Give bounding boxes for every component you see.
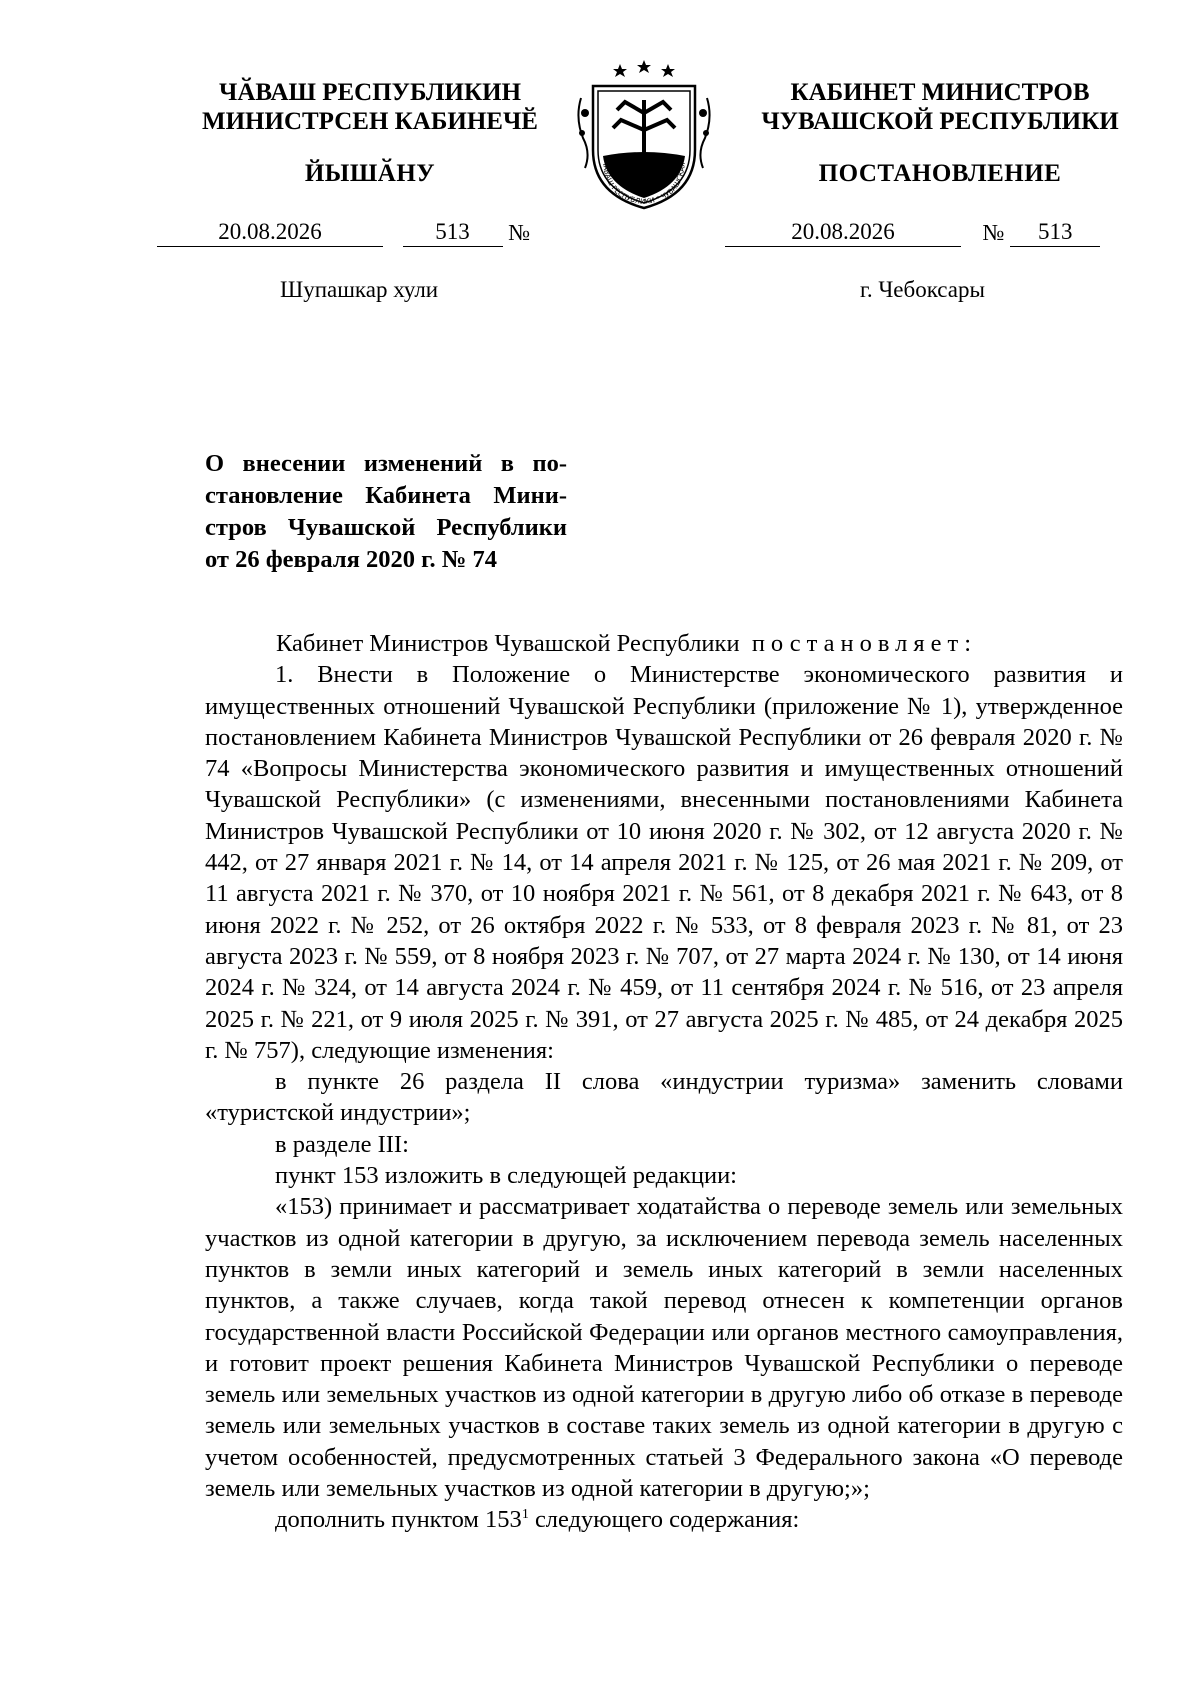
date-right: 20.08.2026: [725, 218, 961, 247]
p6-before: дополнить пунктом 153: [275, 1506, 522, 1534]
intro-paragraph: [205, 628, 1123, 659]
title-line2: становление Кабинета Мини-: [205, 482, 567, 509]
header-right-line1: КАБИНЕТ МИНИСТРОВ: [790, 79, 1090, 106]
number-sign-right: №: [982, 220, 1005, 245]
p6-superscript: 1: [521, 1507, 529, 1523]
title-line1: О внесении изменений в по-: [205, 450, 567, 477]
date-left: 20.08.2026: [157, 218, 383, 247]
doc-type-chuvash: ЙЫШӐНУ: [304, 160, 436, 187]
registration-right: [725, 218, 1100, 248]
header-left-org: [160, 78, 580, 136]
city-chuvash: Шупашкар хули: [280, 277, 439, 302]
registration-left: [157, 218, 530, 248]
document-body: [205, 628, 1123, 1536]
paragraph-4: пункт 153 изложить в следующей редакции:: [275, 1162, 737, 1190]
emblem-icon: [573, 58, 715, 213]
p6-after: следующего содержания:: [528, 1506, 800, 1534]
city-russian: г. Чебоксары: [860, 277, 985, 302]
intro-subject: Кабинет Министров Чувашской Республики: [276, 630, 740, 657]
title-line3: стров Чувашской Республики: [205, 514, 567, 541]
header-right-org: [715, 78, 1165, 136]
emblem-text: ЧӐВАШ РЕСПУБЛИКИ * ЧУВАШСКАЯ: [601, 160, 687, 207]
paragraph-5: «153) принимает и рассматривает ходатайства о переводе земель или земельных участков из одной категории в другую, за исключением перевода земель населенных пунктов в земли иных категорий и земель иных категорий в земли населенных пунктов, а также случаев, когда такой перевод отнесен к компетенции органов государственной власти Российской Федерации или органов местного самоуправления, и готовит проект решения Кабинета Министров Чувашской Республики о переводе земель или земельных участков из одной категории в другую либо об отказе в переводе земель или земельных участков в составе таких земель из одной категории в другую с учетом особенностей, предусмотренных статьей 3 Федерального закона «О переводе земель или земельных участков из одной категории в другую;»;: [205, 1193, 1123, 1503]
intro-verb: постановляет:: [751, 630, 978, 657]
document-title: [205, 448, 567, 576]
number-sign-left: №: [508, 220, 531, 245]
paragraph-2: в пункте 26 раздела II слова «индустрии туризма» заменить словами «туристской индустрии»;: [205, 1068, 1123, 1127]
number-right: 513: [1010, 218, 1100, 247]
paragraph-1: 1. Внести в Положение о Министерстве экономического развития и имущественных отношений Чувашской Республики (приложение № 1), утвержденное постановлением Кабинета Министров Чувашской Республики от 26 февраля 2020 г. № 74 «Вопросы Министерства экономического развития и имущественных отношений Чувашской Республики» (с изменениями, внесенными постановлениями Кабинета Министров Чувашской Республики от 10 июня 2020 г. № 302, от 12 августа 2020 г. № 442, от 27 января 2021 г. № 14, от 14 апреля 2021 г. № 125, от 26 мая 2021 г. № 209, от 11 августа 2021 г. № 370, от 10 ноября 2021 г. № 561, от 8 декабря 2021 г. № 643, от 8 июня 2022 г. № 252, от 26 октября 2022 г. № 533, от 8 февраля 2023 г. № 81, от 23 августа 2023 г. № 559, от 8 ноября 2023 г. № 707, от 27 марта 2024 г. № 130, от 14 июня 2024 г. № 324, от 14 августа 2024 г. № 459, от 11 сентября 2024 г. № 516, от 23 апреля 2025 г. № 221, от 9 июля 2025 г. № 391, от 27 августа 2025 г. № 485, от 24 декабря 2025 г. № 757), следующие изменения:: [205, 661, 1123, 1064]
number-left: 513: [403, 218, 503, 247]
title-line4: от 26 февраля 2020 г. № 74: [205, 546, 497, 573]
paragraph-6: [205, 1504, 1123, 1535]
header-left-line2: МИНИСТРСЕН КАБИНЕЧӖ: [202, 108, 538, 135]
doc-type-russian: ПОСТАНОВЛЕНИЕ: [818, 160, 1062, 187]
header-left-line1: ЧӐВАШ РЕСПУБЛИКИН: [218, 79, 522, 106]
emblem-seal: [573, 58, 715, 213]
header-right-line2: ЧУВАШСКОЙ РЕСПУБЛИКИ: [761, 108, 1119, 135]
paragraph-3: в разделе III:: [275, 1130, 409, 1158]
